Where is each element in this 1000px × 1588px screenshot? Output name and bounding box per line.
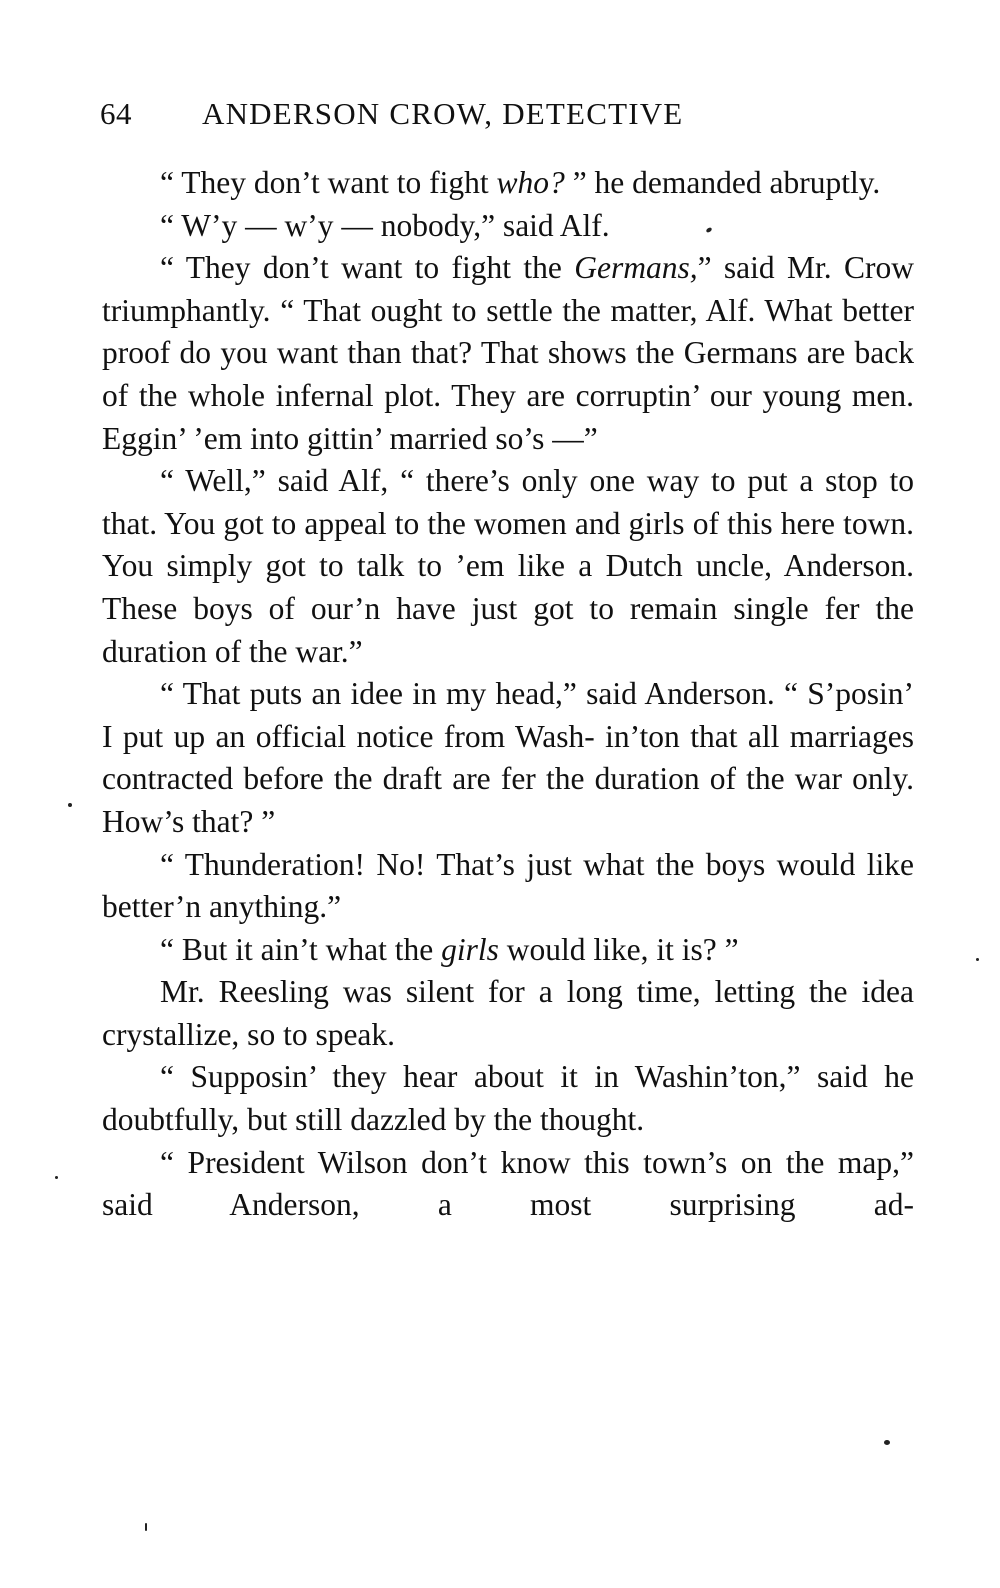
- paragraph: [102, 162, 914, 205]
- italic-text: who?: [496, 165, 565, 200]
- scan-speck: [884, 1440, 890, 1445]
- page-number: 64: [100, 96, 132, 131]
- paragraph: [102, 673, 914, 843]
- italic-text: Germans,: [574, 250, 698, 286]
- text-run: “ Well,” said Alf, “ there’s only one way to put a stop to that. You got to appeal to the women and girls of this here town. You simply got to talk to ’em like a Dutch uncle, Anderson. These boys of our’n have just got to remain single fer the duration of the war.”: [102, 463, 914, 669]
- italic-text: girls: [441, 931, 499, 967]
- text-run: “ Thunderation! No! That’s just what the boys would like better’n anything.”: [102, 846, 914, 925]
- text-run: ” he demanded abruptly.: [564, 165, 881, 200]
- paragraph: [102, 844, 914, 929]
- paragraph: [102, 1142, 914, 1227]
- paragraph: [102, 247, 914, 460]
- text-run: “ But it ain’t what the: [160, 931, 442, 967]
- text-run: “ W’y — w’y — nobody,” said Alf.: [160, 207, 610, 243]
- paragraph: [102, 460, 914, 673]
- body-text: [102, 162, 914, 1227]
- paragraph: [102, 971, 914, 1056]
- paragraph: [102, 205, 914, 248]
- scan-speck: [976, 958, 979, 961]
- text-run: “ Supposin’ they hear about it in Washin’ton,” said he doubtfully, but still dazzled by the thought.: [102, 1059, 914, 1138]
- paragraph: [102, 929, 914, 972]
- running-title: ANDERSON CROW, DETECTIVE: [202, 96, 684, 131]
- text-run: “ That puts an idee in my head,” said Anderson. “ S’posin’ I put up an official notice from Wash- in’ton that all marriages contracted before the draft are fer the duration of the war only. How’s that? ”: [102, 676, 914, 839]
- scan-speck: [55, 1176, 58, 1179]
- scan-speck: [145, 1523, 147, 1531]
- text-run: Mr. Reesling was silent for a long time, letting the idea crystallize, so to speak.: [102, 974, 914, 1052]
- scan-speck: [68, 803, 72, 807]
- text-run: “ They don’t want to fight the: [160, 250, 575, 286]
- text-run: would like, it is? ”: [498, 931, 739, 967]
- paragraph: [102, 1056, 914, 1141]
- text-run: “ President Wilson don’t know this town’s on the map,” said Anderson, a most surprising ad-: [102, 1144, 914, 1223]
- text-run: ” said Mr. Crow triumphantly. “ That ought to settle the matter, Alf. What better proof do you want than that? That shows the Germans are back of the whole infernal plot. They are corruptin’ our young men. Eggin’ ’em into gittin’ married so’s —”: [102, 250, 914, 456]
- running-header: [100, 92, 920, 136]
- text-run: “ They don’t want to fight: [160, 165, 497, 200]
